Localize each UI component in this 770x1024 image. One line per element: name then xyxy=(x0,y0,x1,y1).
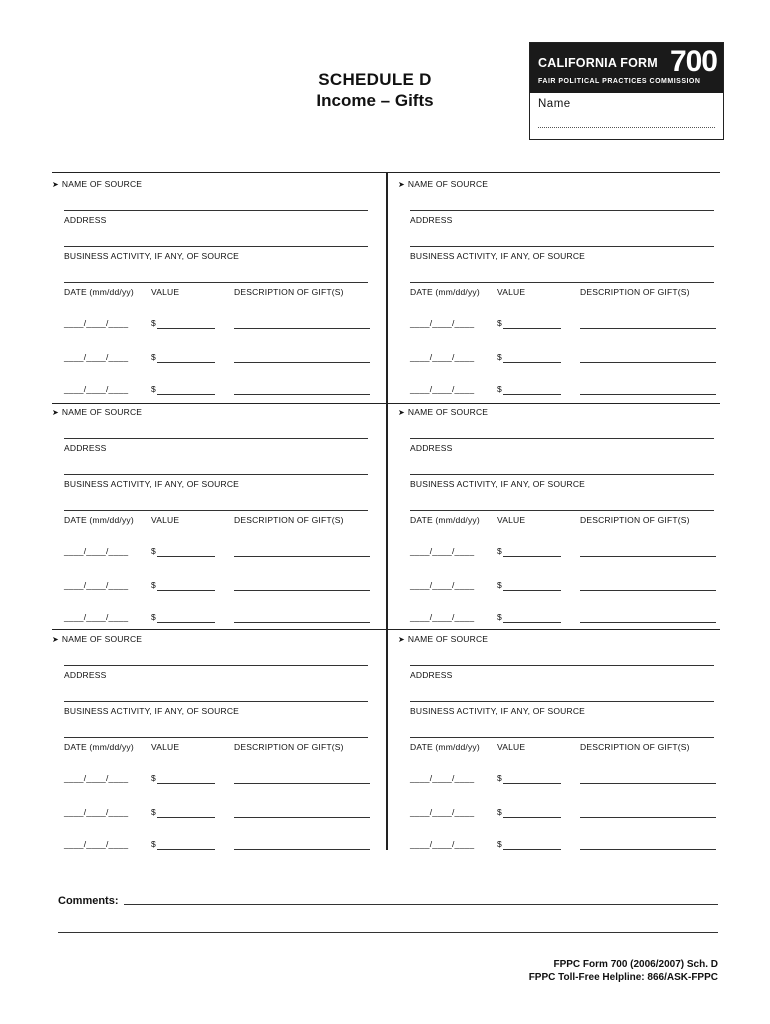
gift-value-field[interactable] xyxy=(497,384,502,394)
dollar-sign: $ xyxy=(151,318,156,328)
footer xyxy=(529,958,718,984)
address-label: ADDRESS xyxy=(410,215,453,225)
gift-description-field[interactable] xyxy=(234,362,370,363)
gift-date-field[interactable]: ____/____/____ xyxy=(410,612,475,622)
name-of-source-label xyxy=(52,179,142,189)
address-label: ADDRESS xyxy=(64,215,107,225)
address-field[interactable] xyxy=(410,701,714,702)
gift-value-field[interactable] xyxy=(151,352,156,362)
address-field[interactable] xyxy=(410,474,714,475)
gift-date-field[interactable]: ____/____/____ xyxy=(410,546,475,556)
gift-date-field[interactable]: ____/____/____ xyxy=(410,580,475,590)
gift-source-block xyxy=(398,400,716,626)
gift-value-field[interactable] xyxy=(497,318,502,328)
arrow-icon: ➤ xyxy=(52,408,59,417)
date-column-header: DATE (mm/dd/yy) xyxy=(64,287,134,297)
comments-field[interactable] xyxy=(124,904,718,905)
gift-date-field[interactable]: ____/____/____ xyxy=(64,773,129,783)
name-of-source-field[interactable] xyxy=(64,210,368,211)
dollar-sign: $ xyxy=(497,773,502,783)
gift-date-field[interactable]: ____/____/____ xyxy=(64,807,129,817)
gift-date-field[interactable]: ____/____/____ xyxy=(64,546,129,556)
name-of-source-field[interactable] xyxy=(64,438,368,439)
gift-value-underline xyxy=(503,849,561,850)
dollar-sign: $ xyxy=(151,807,156,817)
gift-description-field[interactable] xyxy=(580,783,716,784)
schedule-subtitle: Income – Gifts xyxy=(316,91,434,110)
name-of-source-text: NAME OF SOURCE xyxy=(407,634,489,644)
business-activity-label: BUSINESS ACTIVITY, IF ANY, OF SOURCE xyxy=(410,479,586,489)
footer-helpline: FPPC Toll-Free Helpline: 866/ASK-FPPC xyxy=(528,972,718,983)
name-field[interactable] xyxy=(538,127,715,128)
arrow-icon: ➤ xyxy=(398,635,405,644)
value-column-header: VALUE xyxy=(151,515,180,525)
name-of-source-field[interactable] xyxy=(410,665,714,666)
value-column-header: VALUE xyxy=(151,287,180,297)
arrow-icon: ➤ xyxy=(398,180,405,189)
gift-value-field[interactable] xyxy=(151,384,156,394)
gift-source-block xyxy=(52,400,370,626)
gift-date-field[interactable]: ____/____/____ xyxy=(410,318,475,328)
dollar-sign: $ xyxy=(151,352,156,362)
gift-date-field[interactable]: ____/____/____ xyxy=(410,773,475,783)
address-field[interactable] xyxy=(64,246,368,247)
address-field[interactable] xyxy=(64,701,368,702)
date-column-header: DATE (mm/dd/yy) xyxy=(64,742,134,752)
gift-date-field[interactable]: ____/____/____ xyxy=(64,612,129,622)
business-activity-field[interactable] xyxy=(64,737,368,738)
gift-value-underline xyxy=(503,556,561,557)
gift-value-underline xyxy=(157,328,215,329)
dollar-sign: $ xyxy=(497,580,502,590)
gift-date-field[interactable]: ____/____/____ xyxy=(64,580,129,590)
gift-value-field[interactable] xyxy=(151,807,156,817)
date-column-header: DATE (mm/dd/yy) xyxy=(64,515,134,525)
address-field[interactable] xyxy=(410,246,714,247)
gift-value-underline xyxy=(157,394,215,395)
gift-value-field[interactable] xyxy=(151,546,156,556)
business-activity-field[interactable] xyxy=(64,510,368,511)
name-of-source-text: NAME OF SOURCE xyxy=(407,179,489,189)
date-column-header: DATE (mm/dd/yy) xyxy=(410,287,480,297)
name-of-source-field[interactable] xyxy=(410,438,714,439)
address-label: ADDRESS xyxy=(410,443,453,453)
gift-value-field[interactable] xyxy=(151,580,156,590)
name-of-source-label xyxy=(398,634,488,644)
form-number: 700 xyxy=(669,45,717,78)
schedule-title-block xyxy=(300,70,450,112)
gift-value-underline xyxy=(503,362,561,363)
dollar-sign: $ xyxy=(151,546,156,556)
gift-description-field[interactable] xyxy=(580,590,716,591)
gift-value-underline xyxy=(503,622,561,623)
gift-date-field[interactable]: ____/____/____ xyxy=(64,318,129,328)
arrow-icon: ➤ xyxy=(52,635,59,644)
dollar-sign: $ xyxy=(497,546,502,556)
business-activity-field[interactable] xyxy=(410,737,714,738)
california-form-label: CALIFORNIA FORM xyxy=(538,56,658,70)
business-activity-label: BUSINESS ACTIVITY, IF ANY, OF SOURCE xyxy=(64,479,240,489)
name-of-source-text: NAME OF SOURCE xyxy=(61,634,143,644)
address-label: ADDRESS xyxy=(410,670,453,680)
form-id-box xyxy=(529,42,724,140)
address-label: ADDRESS xyxy=(64,670,107,680)
name-label: Name xyxy=(538,98,571,110)
gift-description-field[interactable] xyxy=(234,849,370,850)
business-activity-label: BUSINESS ACTIVITY, IF ANY, OF SOURCE xyxy=(64,706,240,716)
dollar-sign: $ xyxy=(151,384,156,394)
gift-description-field[interactable] xyxy=(234,817,370,818)
gift-description-field[interactable] xyxy=(580,817,716,818)
address-field[interactable] xyxy=(64,474,368,475)
gift-value-field[interactable] xyxy=(497,612,502,622)
name-of-source-text: NAME OF SOURCE xyxy=(61,407,143,417)
description-column-header: DESCRIPTION OF GIFT(S) xyxy=(580,287,690,297)
dollar-sign: $ xyxy=(497,384,502,394)
value-column-header: VALUE xyxy=(497,287,526,297)
business-activity-label: BUSINESS ACTIVITY, IF ANY, OF SOURCE xyxy=(410,706,586,716)
gift-date-field[interactable]: ____/____/____ xyxy=(410,839,475,849)
gift-date-field[interactable]: ____/____/____ xyxy=(64,384,129,394)
gift-description-field[interactable] xyxy=(580,849,716,850)
description-column-header: DESCRIPTION OF GIFT(S) xyxy=(234,287,344,297)
gift-description-field[interactable] xyxy=(580,556,716,557)
dollar-sign: $ xyxy=(151,580,156,590)
gift-description-field[interactable] xyxy=(580,622,716,623)
gift-description-field[interactable] xyxy=(580,394,716,395)
name-of-source-text: NAME OF SOURCE xyxy=(61,179,143,189)
column-divider xyxy=(386,172,388,850)
business-activity-field[interactable] xyxy=(64,282,368,283)
address-label: ADDRESS xyxy=(64,443,107,453)
gift-description-field[interactable] xyxy=(234,394,370,395)
gift-value-underline xyxy=(503,590,561,591)
gift-description-field[interactable] xyxy=(580,328,716,329)
name-of-source-label xyxy=(52,407,142,417)
gift-value-field[interactable] xyxy=(497,773,502,783)
arrow-icon: ➤ xyxy=(398,408,405,417)
commission-label: FAIR POLITICAL PRACTICES COMMISSION xyxy=(538,78,701,85)
gift-value-field[interactable] xyxy=(151,612,156,622)
schedule-title: SCHEDULE D xyxy=(318,70,432,89)
gift-value-underline xyxy=(503,328,561,329)
comments-field-continued[interactable] xyxy=(58,932,718,933)
dollar-sign: $ xyxy=(151,773,156,783)
dollar-sign: $ xyxy=(497,612,502,622)
gift-value-field[interactable] xyxy=(497,580,502,590)
business-activity-field[interactable] xyxy=(410,282,714,283)
gift-value-underline xyxy=(157,849,215,850)
name-of-source-label xyxy=(52,634,142,644)
gift-description-field[interactable] xyxy=(234,783,370,784)
dollar-sign: $ xyxy=(497,807,502,817)
business-activity-label: BUSINESS ACTIVITY, IF ANY, OF SOURCE xyxy=(64,251,240,261)
name-of-source-label xyxy=(398,407,488,417)
gift-value-underline xyxy=(157,783,215,784)
gift-date-field[interactable]: ____/____/____ xyxy=(410,352,475,362)
gift-value-field[interactable] xyxy=(497,352,502,362)
description-column-header: DESCRIPTION OF GIFT(S) xyxy=(580,515,690,525)
form-header xyxy=(530,43,723,93)
gift-source-block xyxy=(52,172,370,398)
comments-label: Comments: xyxy=(58,895,119,907)
gift-source-block xyxy=(398,172,716,398)
gift-value-underline xyxy=(157,590,215,591)
date-column-header: DATE (mm/dd/yy) xyxy=(410,742,480,752)
description-column-header: DESCRIPTION OF GIFT(S) xyxy=(234,742,344,752)
value-column-header: VALUE xyxy=(497,742,526,752)
gift-value-field[interactable] xyxy=(151,318,156,328)
name-of-source-text: NAME OF SOURCE xyxy=(407,407,489,417)
dollar-sign: $ xyxy=(497,352,502,362)
dollar-sign: $ xyxy=(497,318,502,328)
value-column-header: VALUE xyxy=(151,742,180,752)
gift-description-field[interactable] xyxy=(580,362,716,363)
gift-value-underline xyxy=(503,394,561,395)
name-of-source-label xyxy=(398,179,488,189)
gift-description-field[interactable] xyxy=(234,556,370,557)
name-of-source-field[interactable] xyxy=(410,210,714,211)
gift-value-underline xyxy=(157,817,215,818)
gift-date-field[interactable]: ____/____/____ xyxy=(410,384,475,394)
gift-value-underline xyxy=(503,783,561,784)
gift-value-field[interactable] xyxy=(497,807,502,817)
arrow-icon: ➤ xyxy=(52,180,59,189)
gift-value-field[interactable] xyxy=(497,839,502,849)
gift-description-field[interactable] xyxy=(234,328,370,329)
dollar-sign: $ xyxy=(497,839,502,849)
gift-source-block xyxy=(398,627,716,853)
gift-date-field[interactable]: ____/____/____ xyxy=(64,352,129,362)
dollar-sign: $ xyxy=(151,839,156,849)
business-activity-label: BUSINESS ACTIVITY, IF ANY, OF SOURCE xyxy=(410,251,586,261)
gift-value-underline xyxy=(503,817,561,818)
gift-value-field[interactable] xyxy=(151,773,156,783)
date-column-header: DATE (mm/dd/yy) xyxy=(410,515,480,525)
gift-value-field[interactable] xyxy=(497,546,502,556)
description-column-header: DESCRIPTION OF GIFT(S) xyxy=(580,742,690,752)
gift-description-field[interactable] xyxy=(234,590,370,591)
gift-description-field[interactable] xyxy=(234,622,370,623)
description-column-header: DESCRIPTION OF GIFT(S) xyxy=(234,515,344,525)
gift-source-block xyxy=(52,627,370,853)
gift-date-field[interactable]: ____/____/____ xyxy=(410,807,475,817)
gift-value-field[interactable] xyxy=(151,839,156,849)
business-activity-field[interactable] xyxy=(410,510,714,511)
dollar-sign: $ xyxy=(151,612,156,622)
gift-value-underline xyxy=(157,362,215,363)
footer-form-id: FPPC Form 700 (2006/2007) Sch. D xyxy=(553,959,718,970)
name-of-source-field[interactable] xyxy=(64,665,368,666)
gift-value-underline xyxy=(157,556,215,557)
gift-date-field[interactable]: ____/____/____ xyxy=(64,839,129,849)
value-column-header: VALUE xyxy=(497,515,526,525)
gift-value-underline xyxy=(157,622,215,623)
